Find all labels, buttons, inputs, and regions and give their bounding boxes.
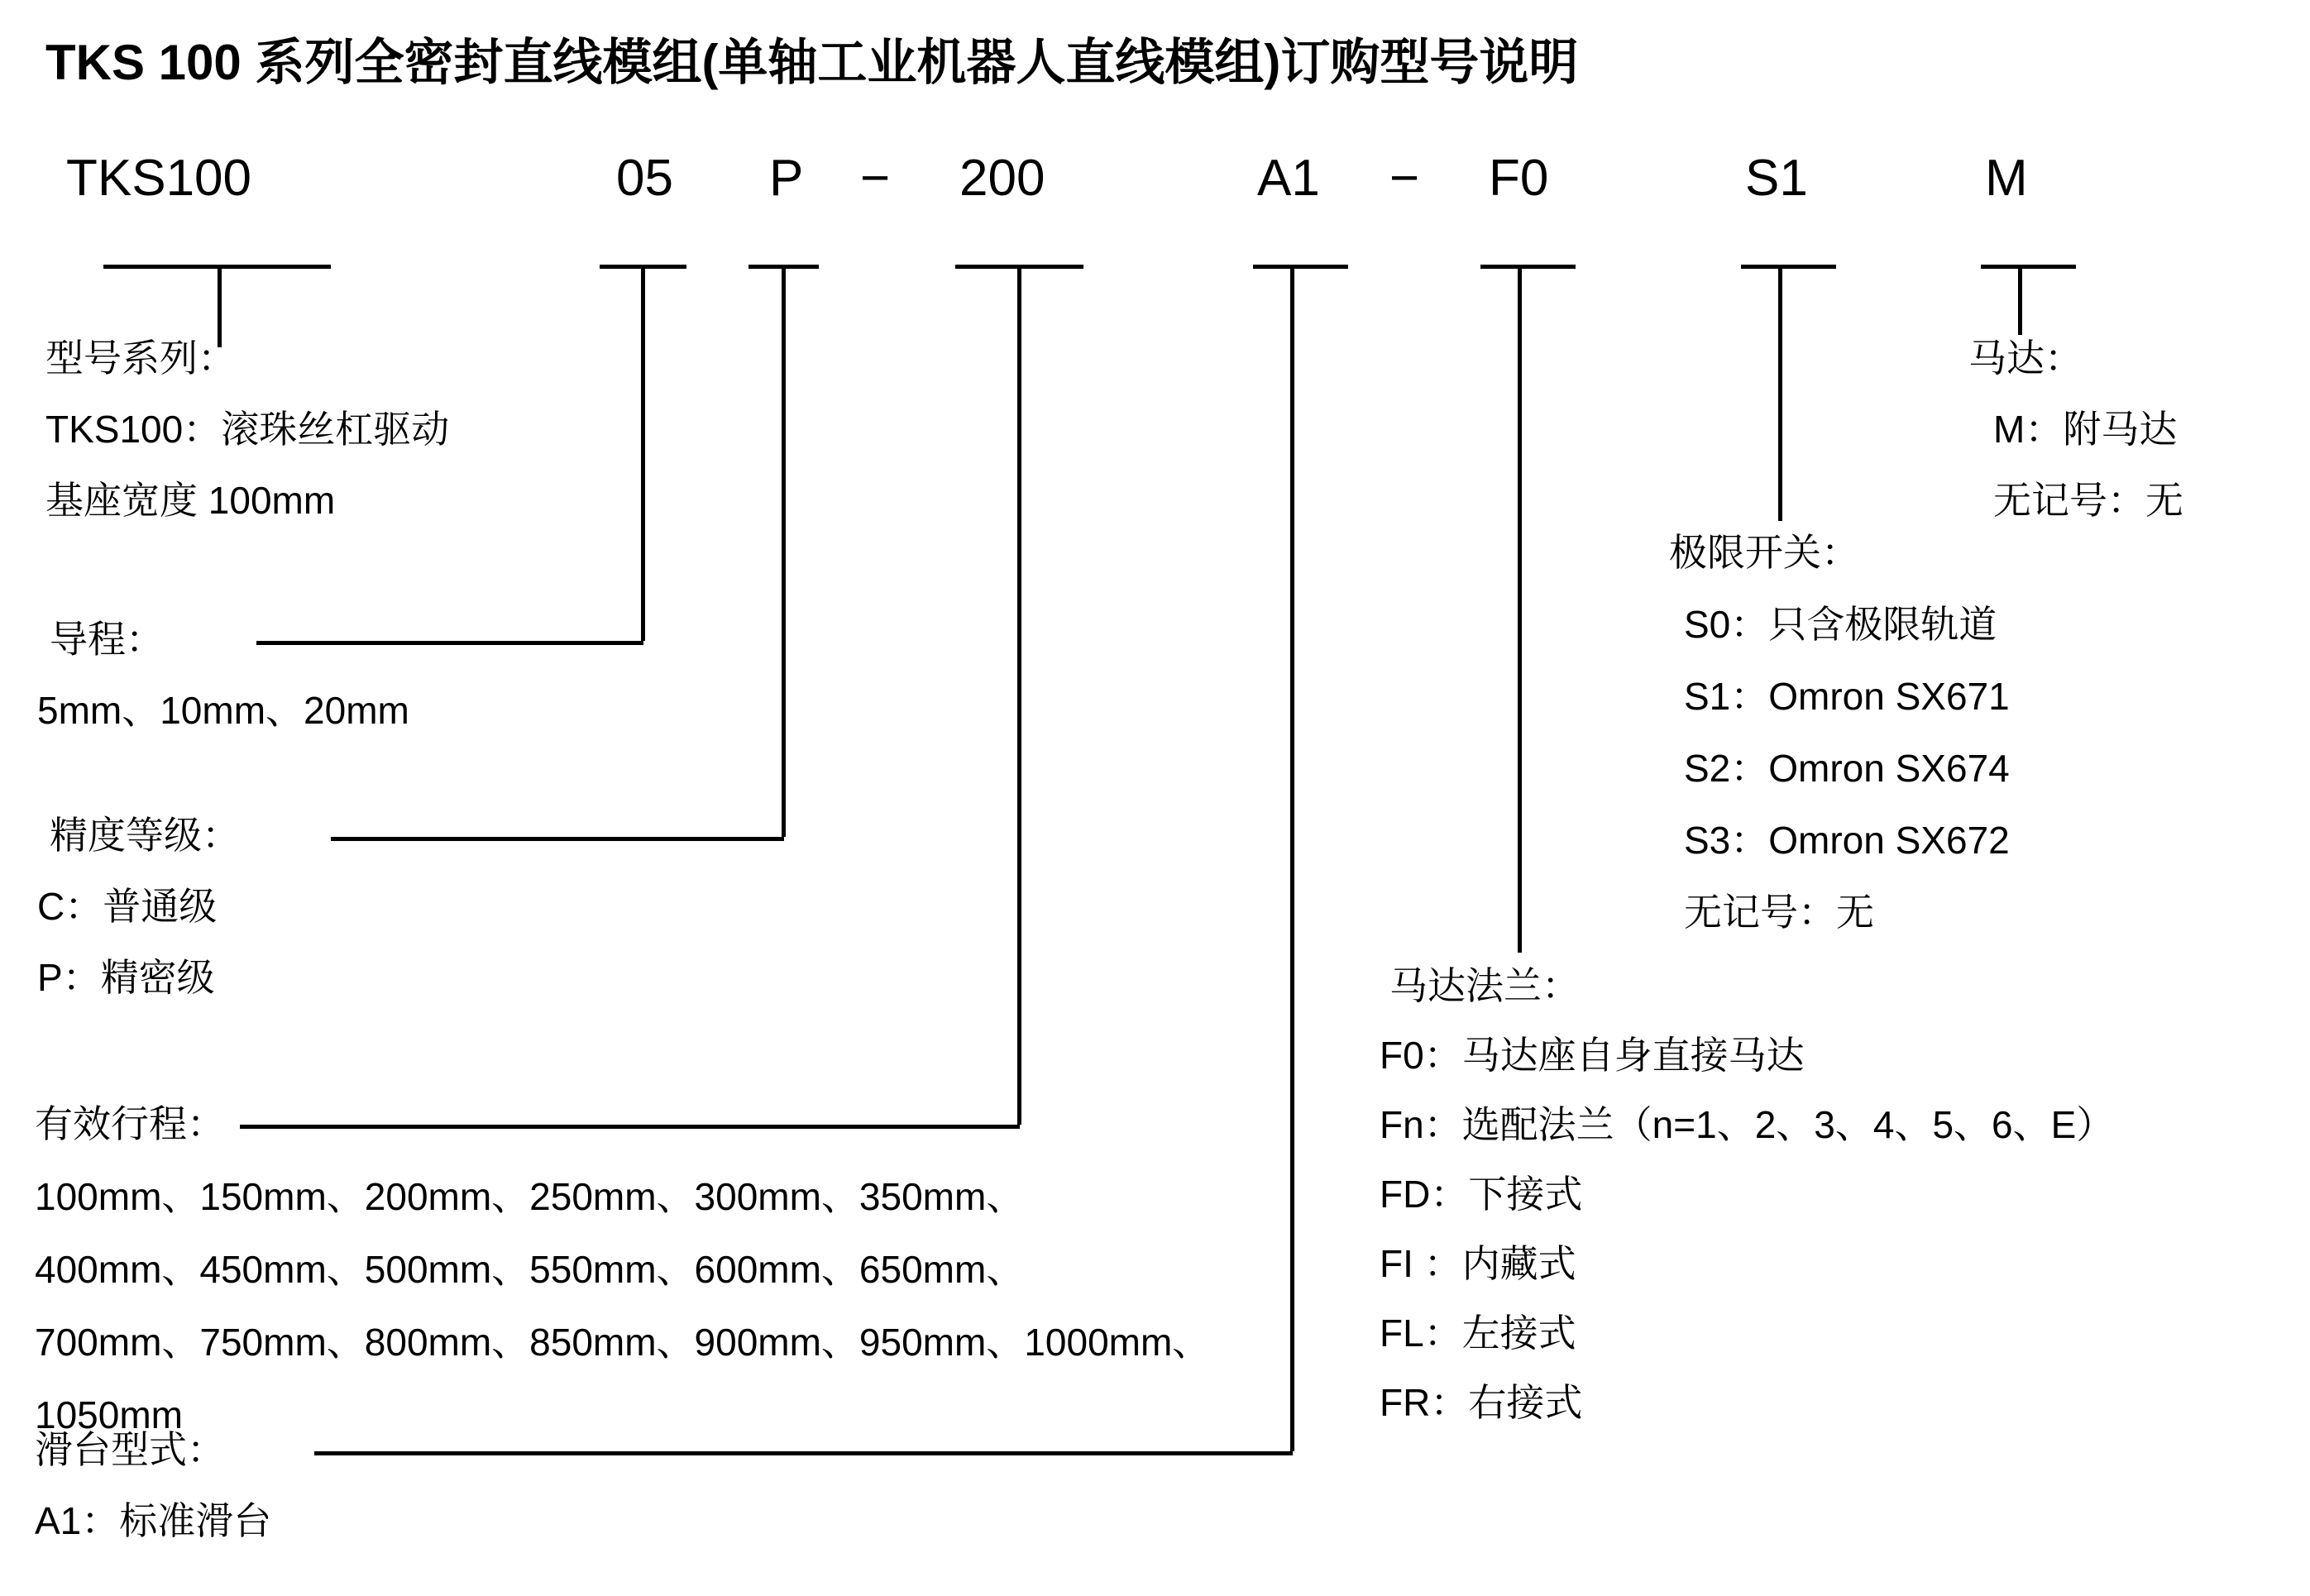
motor-flange-line-6: FR：右接式 — [1380, 1381, 1583, 1424]
accuracy-heading: 精度等级： — [50, 814, 240, 857]
lead-heading: 导程： — [50, 618, 164, 661]
code-part-accuracy: P — [769, 150, 804, 207]
code-part-dash-1: − — [860, 150, 891, 207]
leader-lead-stem — [641, 265, 645, 641]
limit-switch-line-4: S3：Omron SX672 — [1684, 819, 2010, 862]
leader-limit-switch-bracket — [1741, 265, 1836, 269]
series-line-1: TKS100：滚珠丝杠驱动 — [45, 408, 450, 451]
block-motor — [1968, 323, 2183, 536]
stroke-line-1: 100mm、150mm、200mm、250mm、300mm、350mm、 — [35, 1175, 1025, 1218]
accuracy-line-1: C：普通级 — [37, 885, 218, 928]
series-heading: 型号系列： — [45, 337, 236, 380]
block-motor-flange — [1380, 951, 2115, 1437]
series-line-2: 基座宽度 100mm — [45, 479, 336, 522]
code-part-limit-switch: S1 — [1745, 150, 1808, 207]
leader-table-type-stem — [1290, 265, 1294, 1451]
leader-table-type-bracket — [1253, 265, 1348, 269]
limit-switch-line-3: S2：Omron SX674 — [1684, 747, 2010, 790]
code-part-motor-flange: F0 — [1489, 150, 1549, 207]
leader-table-type-arm — [314, 1451, 1293, 1455]
leader-limit-switch-stem — [1778, 265, 1782, 521]
block-table-type — [35, 1414, 271, 1556]
code-part-dash-2: − — [1389, 150, 1420, 207]
motor-flange-heading: 马达法兰： — [1389, 964, 1580, 1007]
motor-flange-line-3: FD：下接式 — [1380, 1173, 1583, 1216]
leader-accuracy-stem — [782, 265, 786, 837]
page-title: TKS 100 系列全密封直线模组(单轴工业机器人直线模组)订购型号说明 — [45, 35, 1579, 90]
table-type-heading: 滑台型式： — [35, 1428, 225, 1471]
leader-motor-flange-bracket — [1480, 265, 1576, 269]
motor-line-1: M：附马达 — [1993, 408, 2178, 451]
motor-line-2: 无记号：无 — [1993, 479, 2183, 522]
leader-stroke-stem — [1017, 265, 1021, 1125]
limit-switch-line-2: S1：Omron SX671 — [1684, 675, 2010, 718]
limit-switch-heading: 极限开关： — [1669, 531, 1859, 574]
motor-flange-line-1: F0：马达座自身直接马达 — [1380, 1034, 1805, 1077]
table-type-line-1: A1：标准滑台 — [35, 1499, 272, 1542]
stroke-line-4: 1050mm — [35, 1393, 183, 1436]
block-limit-switch — [1669, 517, 2010, 949]
limit-switch-line-5: 无记号：无 — [1684, 891, 1874, 934]
accuracy-line-2: P：精密级 — [37, 956, 215, 999]
motor-heading: 马达： — [1968, 337, 2083, 380]
block-series — [45, 323, 449, 536]
motor-flange-line-2: Fn：选配法兰（n=1、2、3、4、5、6、E） — [1380, 1103, 2115, 1146]
limit-switch-line-1: S0：只含极限轨道 — [1684, 603, 1997, 646]
motor-flange-line-5: FL：左接式 — [1380, 1312, 1576, 1355]
code-part-table-type: A1 — [1257, 150, 1320, 207]
motor-flange-line-4: FI ：内藏式 — [1380, 1242, 1576, 1285]
stroke-line-3: 700mm、750mm、800mm、850mm、900mm、950mm、1000mm、 — [35, 1321, 1211, 1364]
leader-accuracy-arm — [331, 837, 784, 841]
block-lead — [37, 604, 409, 746]
leader-motor-bracket — [1981, 265, 2076, 269]
leader-motor-flange-stem — [1518, 265, 1522, 953]
block-stroke — [35, 1087, 1210, 1451]
code-part-stroke: 200 — [959, 150, 1045, 207]
lead-line-1: 5mm、10mm、20mm — [37, 689, 409, 732]
code-part-series: TKS100 — [66, 150, 252, 207]
code-part-motor: M — [1985, 150, 2028, 207]
code-part-lead: 05 — [616, 150, 673, 207]
block-accuracy — [37, 800, 240, 1013]
stroke-heading: 有效行程： — [35, 1102, 225, 1145]
stroke-line-2: 400mm、450mm、500mm、550mm、600mm、650mm、 — [35, 1248, 1025, 1291]
